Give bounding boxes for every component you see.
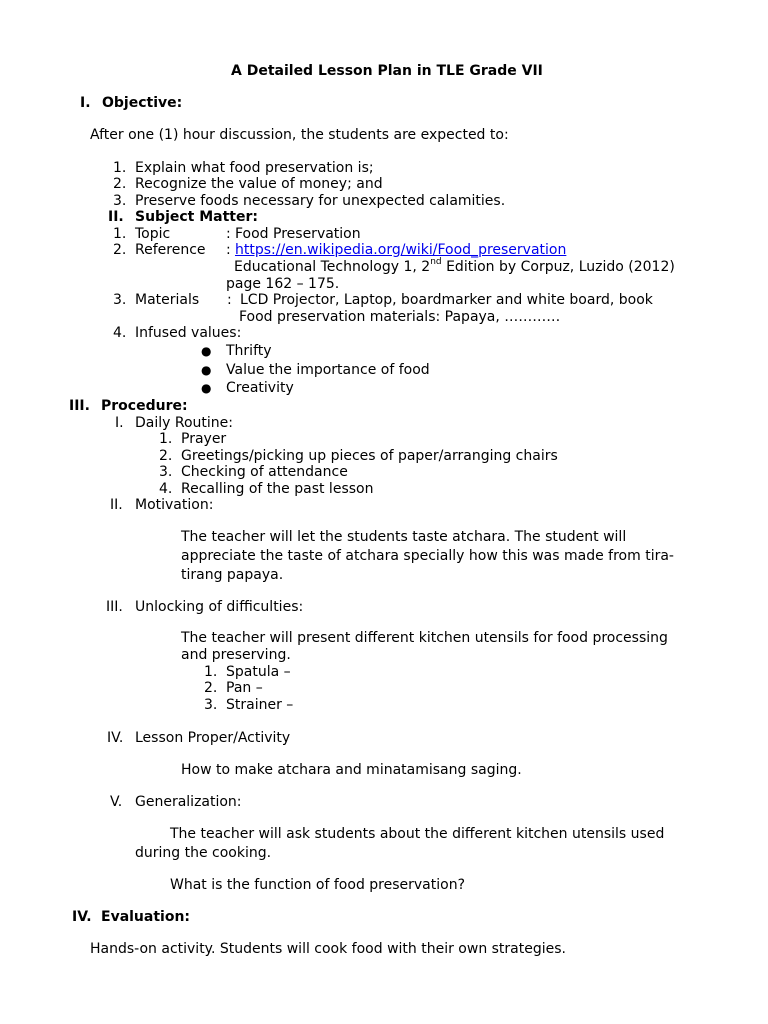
- objective-item-number: 2.: [113, 176, 127, 192]
- materials-number: 3.: [113, 292, 127, 308]
- bullet-icon: ●: [201, 344, 212, 358]
- reference-label: Reference: [135, 242, 206, 258]
- infused-value-item: Value the importance of food: [226, 362, 430, 378]
- routine-item-number: 2.: [159, 448, 173, 464]
- objective-item-text: Preserve foods necessary for unexpected calamities.: [135, 193, 506, 209]
- reference-pages: page 162 – 175.: [226, 276, 340, 292]
- routine-item-number: 3.: [159, 464, 173, 480]
- motivation-text-line: appreciate the taste of atchara specially how this was made from tira-: [181, 548, 674, 564]
- utensil-item-number: 1.: [204, 664, 218, 680]
- motivation-text-line: tirang papaya.: [181, 567, 284, 583]
- evaluation-heading: Evaluation:: [101, 909, 191, 925]
- objective-item-text: Explain what food preservation is;: [135, 160, 374, 176]
- infused-values-number: 4.: [113, 325, 127, 341]
- generalization-numeral: V.: [110, 794, 123, 810]
- reference-book-edition: Edition by Corpuz, Luzido (2012): [441, 259, 675, 275]
- lesson-proper-numeral: IV.: [107, 730, 124, 746]
- topic-number: 1.: [113, 226, 127, 242]
- utensil-item-number: 3.: [204, 697, 218, 713]
- routine-item-text: Greetings/picking up pieces of paper/arranging chairs: [181, 448, 558, 464]
- lesson-proper-text: How to make atchara and minatamisang saging.: [181, 762, 522, 778]
- routine-item-number: 1.: [159, 431, 173, 447]
- objective-intro: After one (1) hour discussion, the students are expected to:: [90, 127, 509, 143]
- generalization-text-line: The teacher will ask students about the different kitchen utensils used: [170, 826, 665, 842]
- infused-values-label: Infused values:: [135, 325, 242, 341]
- procedure-numeral: III.: [69, 398, 90, 414]
- topic-label: Topic: [135, 226, 171, 242]
- unlocking-text-line: and preserving.: [181, 647, 291, 663]
- subject-matter-heading: Subject Matter:: [135, 209, 258, 225]
- utensil-item-text: Spatula –: [226, 664, 291, 680]
- routine-item-number: 4.: [159, 481, 173, 497]
- generalization-question: What is the function of food preservation?: [170, 877, 465, 893]
- reference-link[interactable]: https://en.wikipedia.org/wiki/Food_preservation: [235, 242, 567, 258]
- utensil-item-number: 2.: [204, 680, 218, 696]
- materials-value-2: Food preservation materials: Papaya, …………: [239, 309, 561, 325]
- objective-item-number: 1.: [113, 160, 127, 176]
- generalization-label: Generalization:: [135, 794, 242, 810]
- objective-item-text: Recognize the value of money; and: [135, 176, 383, 192]
- utensil-item-text: Strainer –: [226, 697, 294, 713]
- topic-value: Food Preservation: [235, 226, 361, 242]
- utensil-item-text: Pan –: [226, 680, 263, 696]
- infused-value-item: Creativity: [226, 380, 294, 396]
- topic-colon: :: [226, 226, 231, 242]
- bullet-icon: ●: [201, 363, 212, 377]
- reference-book-title: Educational Technology 1, 2: [234, 259, 431, 275]
- motivation-text-line: The teacher will let the students taste atchara. The student will: [181, 529, 627, 545]
- generalization-text-line: during the cooking.: [135, 845, 272, 861]
- unlocking-text-line: The teacher will present different kitchen utensils for food processing: [181, 630, 668, 646]
- objective-item-number: 3.: [113, 193, 127, 209]
- procedure-heading: Procedure:: [101, 398, 188, 414]
- routine-item-text: Recalling of the past lesson: [181, 481, 374, 497]
- reference-book: [234, 259, 675, 276]
- reference-number: 2.: [113, 242, 127, 258]
- objective-numeral: I.: [80, 95, 91, 111]
- reference-colon: :: [226, 242, 231, 258]
- daily-routine-numeral: I.: [115, 415, 124, 431]
- materials-colon: :: [227, 292, 232, 308]
- unlocking-label: Unlocking of difficulties:: [135, 599, 304, 615]
- subject-matter-numeral: II.: [108, 209, 124, 225]
- materials-value: LCD Projector, Laptop, boardmarker and white board, book: [240, 292, 653, 308]
- motivation-label: Motivation:: [135, 497, 214, 513]
- materials-label: Materials: [135, 292, 200, 308]
- bullet-icon: ●: [201, 381, 212, 395]
- reference-book-superscript: nd: [430, 257, 442, 268]
- lesson-proper-label: Lesson Proper/Activity: [135, 730, 291, 746]
- unlocking-numeral: III.: [106, 599, 123, 615]
- evaluation-numeral: IV.: [72, 909, 92, 925]
- daily-routine-label: Daily Routine:: [135, 415, 233, 431]
- routine-item-text: Checking of attendance: [181, 464, 348, 480]
- page-title: A Detailed Lesson Plan in TLE Grade VII: [231, 63, 543, 79]
- routine-item-text: Prayer: [181, 431, 227, 447]
- motivation-numeral: II.: [110, 497, 123, 513]
- objective-heading: Objective:: [102, 95, 183, 111]
- infused-value-item: Thrifty: [226, 343, 272, 359]
- evaluation-text: Hands-on activity. Students will cook food with their own strategies.: [90, 941, 566, 957]
